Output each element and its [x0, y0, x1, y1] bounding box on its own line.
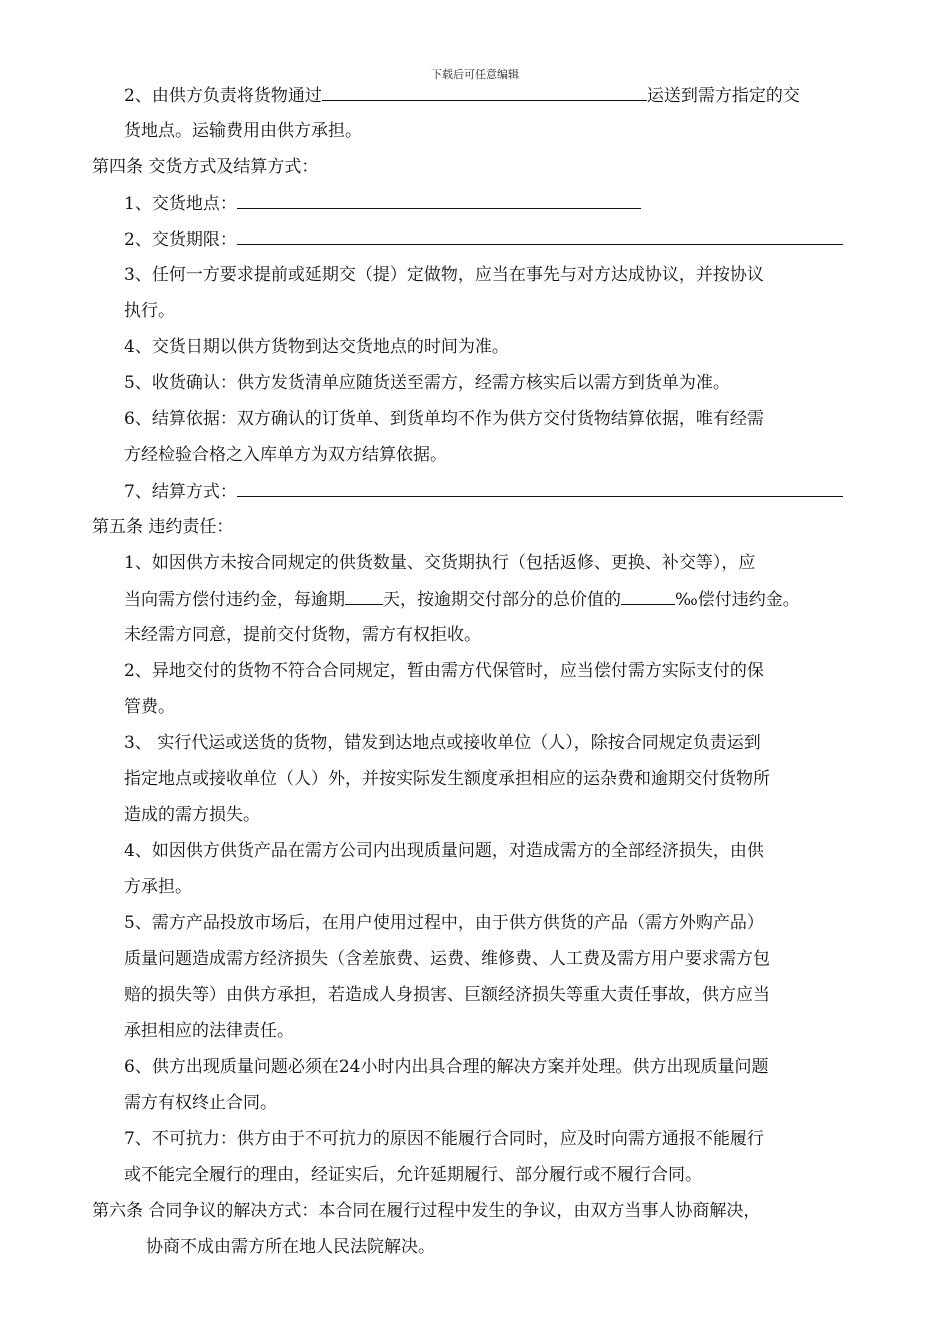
clause-line: 执行。 — [124, 301, 175, 321]
clause-line: 6、供方出现质量问题必须在24小时内出具合理的解决方案并处理。供方出现质量问题 — [124, 1057, 769, 1077]
clause-line: 指定地点或接收单位（人）外，并按实际发生额度承担相应的运杂费和逾期交付货物所 — [124, 769, 770, 789]
clause-line: 6、结算依据：双方确认的订货单、到货单均不作为供方交付货物结算依据，唯有经需 — [124, 409, 764, 429]
clause-line: 方经检验合格之入库单方为双方结算依据。 — [124, 445, 447, 465]
clause-text: 7、结算方式： — [124, 482, 237, 502]
blank-overdue-days[interactable] — [345, 588, 383, 605]
clause-line — [124, 228, 843, 251]
clause-line: 7、不可抗力：供方由于不可抗力的原因不能履行合同时，应及时向需方通报不能履行 — [124, 1129, 764, 1149]
clause-line: 方承担。 — [124, 877, 192, 897]
clause-line: 1、如因供方未按合同规定的供货数量、交货期执行（包括返修、更换、补交等），应 — [124, 553, 756, 573]
article-heading: 第四条 交货方式及结算方式： — [92, 157, 319, 177]
clause-text: 天，按逾期交付部分的总价值的 — [383, 590, 621, 610]
clause-line: 4、交货日期以供方货物到达交货地点的时间为准。 — [124, 337, 509, 357]
clause-text: 1、交货地点： — [124, 194, 237, 214]
clause-line: 承担相应的法律责任。 — [124, 1021, 294, 1041]
article-heading: 第五条 违约责任： — [92, 517, 234, 537]
blank-settlement-method[interactable] — [237, 480, 843, 497]
blank-delivery-period[interactable] — [237, 228, 843, 245]
article-heading: 第六条 合同争议的解决方式：本合同在履行过程中发生的争议，由双方当事人协商解决， — [92, 1201, 761, 1221]
clause-line — [124, 588, 800, 611]
clause-line: 协商不成由需方所在地人民法院解决。 — [146, 1237, 435, 1257]
clause-line: 3、任何一方要求提前或延期交（提）定做物，应当在事先与对方达成协议，并按协议 — [124, 265, 764, 285]
clause-line: 4、如因供方供货产品在需方公司内出现质量问题，对造成需方的全部经济损失，由供 — [124, 841, 764, 861]
clause-line: 货地点。运输费用由供方承担。 — [124, 121, 362, 141]
clause-line: 2、异地交付的货物不符合合同规定，暂由需方代保管时，应当偿付需方实际支付的保 — [124, 661, 764, 681]
clause-text: 2、由供方负责将货物通过 — [124, 86, 322, 106]
clause-line: 3、 实行代运或送货的货物，错发到达地点或接收单位（人），除按合同规定负责运到 — [124, 733, 761, 753]
clause-text: ‰偿付违约金。 — [675, 590, 800, 610]
clause-text: 运送到需方指定的交 — [646, 86, 800, 106]
clause-text: 2、交货期限： — [124, 230, 237, 250]
clause-text: 当向需方偿付违约金，每逾期 — [124, 590, 345, 610]
blank-transport-method[interactable] — [322, 84, 647, 101]
clause-line: 需方有权终止合同。 — [124, 1093, 277, 1113]
clause-line: 或不能完全履行的理由，经证实后，允许延期履行、部分履行或不履行合同。 — [124, 1165, 702, 1185]
clause-line: 赔的损失等）由供方承担，若造成人身损害、巨额经济损失等重大责任事故，供方应当 — [124, 985, 770, 1005]
blank-delivery-place[interactable] — [237, 192, 641, 209]
clause-line — [124, 192, 641, 215]
clause-line: 5、收货确认：供方发货清单应随货送至需方，经需方核实后以需方到货单为准。 — [124, 373, 730, 393]
header-note: 下载后可任意编辑 — [431, 68, 519, 81]
clause-line — [124, 480, 843, 503]
clause-line: 质量问题造成需方经济损失（含差旅费、运费、维修费、人工费及需方用户要求需方包 — [124, 949, 770, 969]
clause-line: 未经需方同意，提前交付货物，需方有权拒收。 — [124, 625, 481, 645]
clause-line: 管费。 — [124, 697, 175, 717]
clause-line — [124, 84, 800, 107]
clause-line: 造成的需方损失。 — [124, 805, 260, 825]
clause-line: 5、需方产品投放市场后，在用户使用过程中，由于供方供货的产品（需方外购产品） — [124, 913, 764, 933]
blank-penalty-rate[interactable] — [621, 588, 675, 605]
